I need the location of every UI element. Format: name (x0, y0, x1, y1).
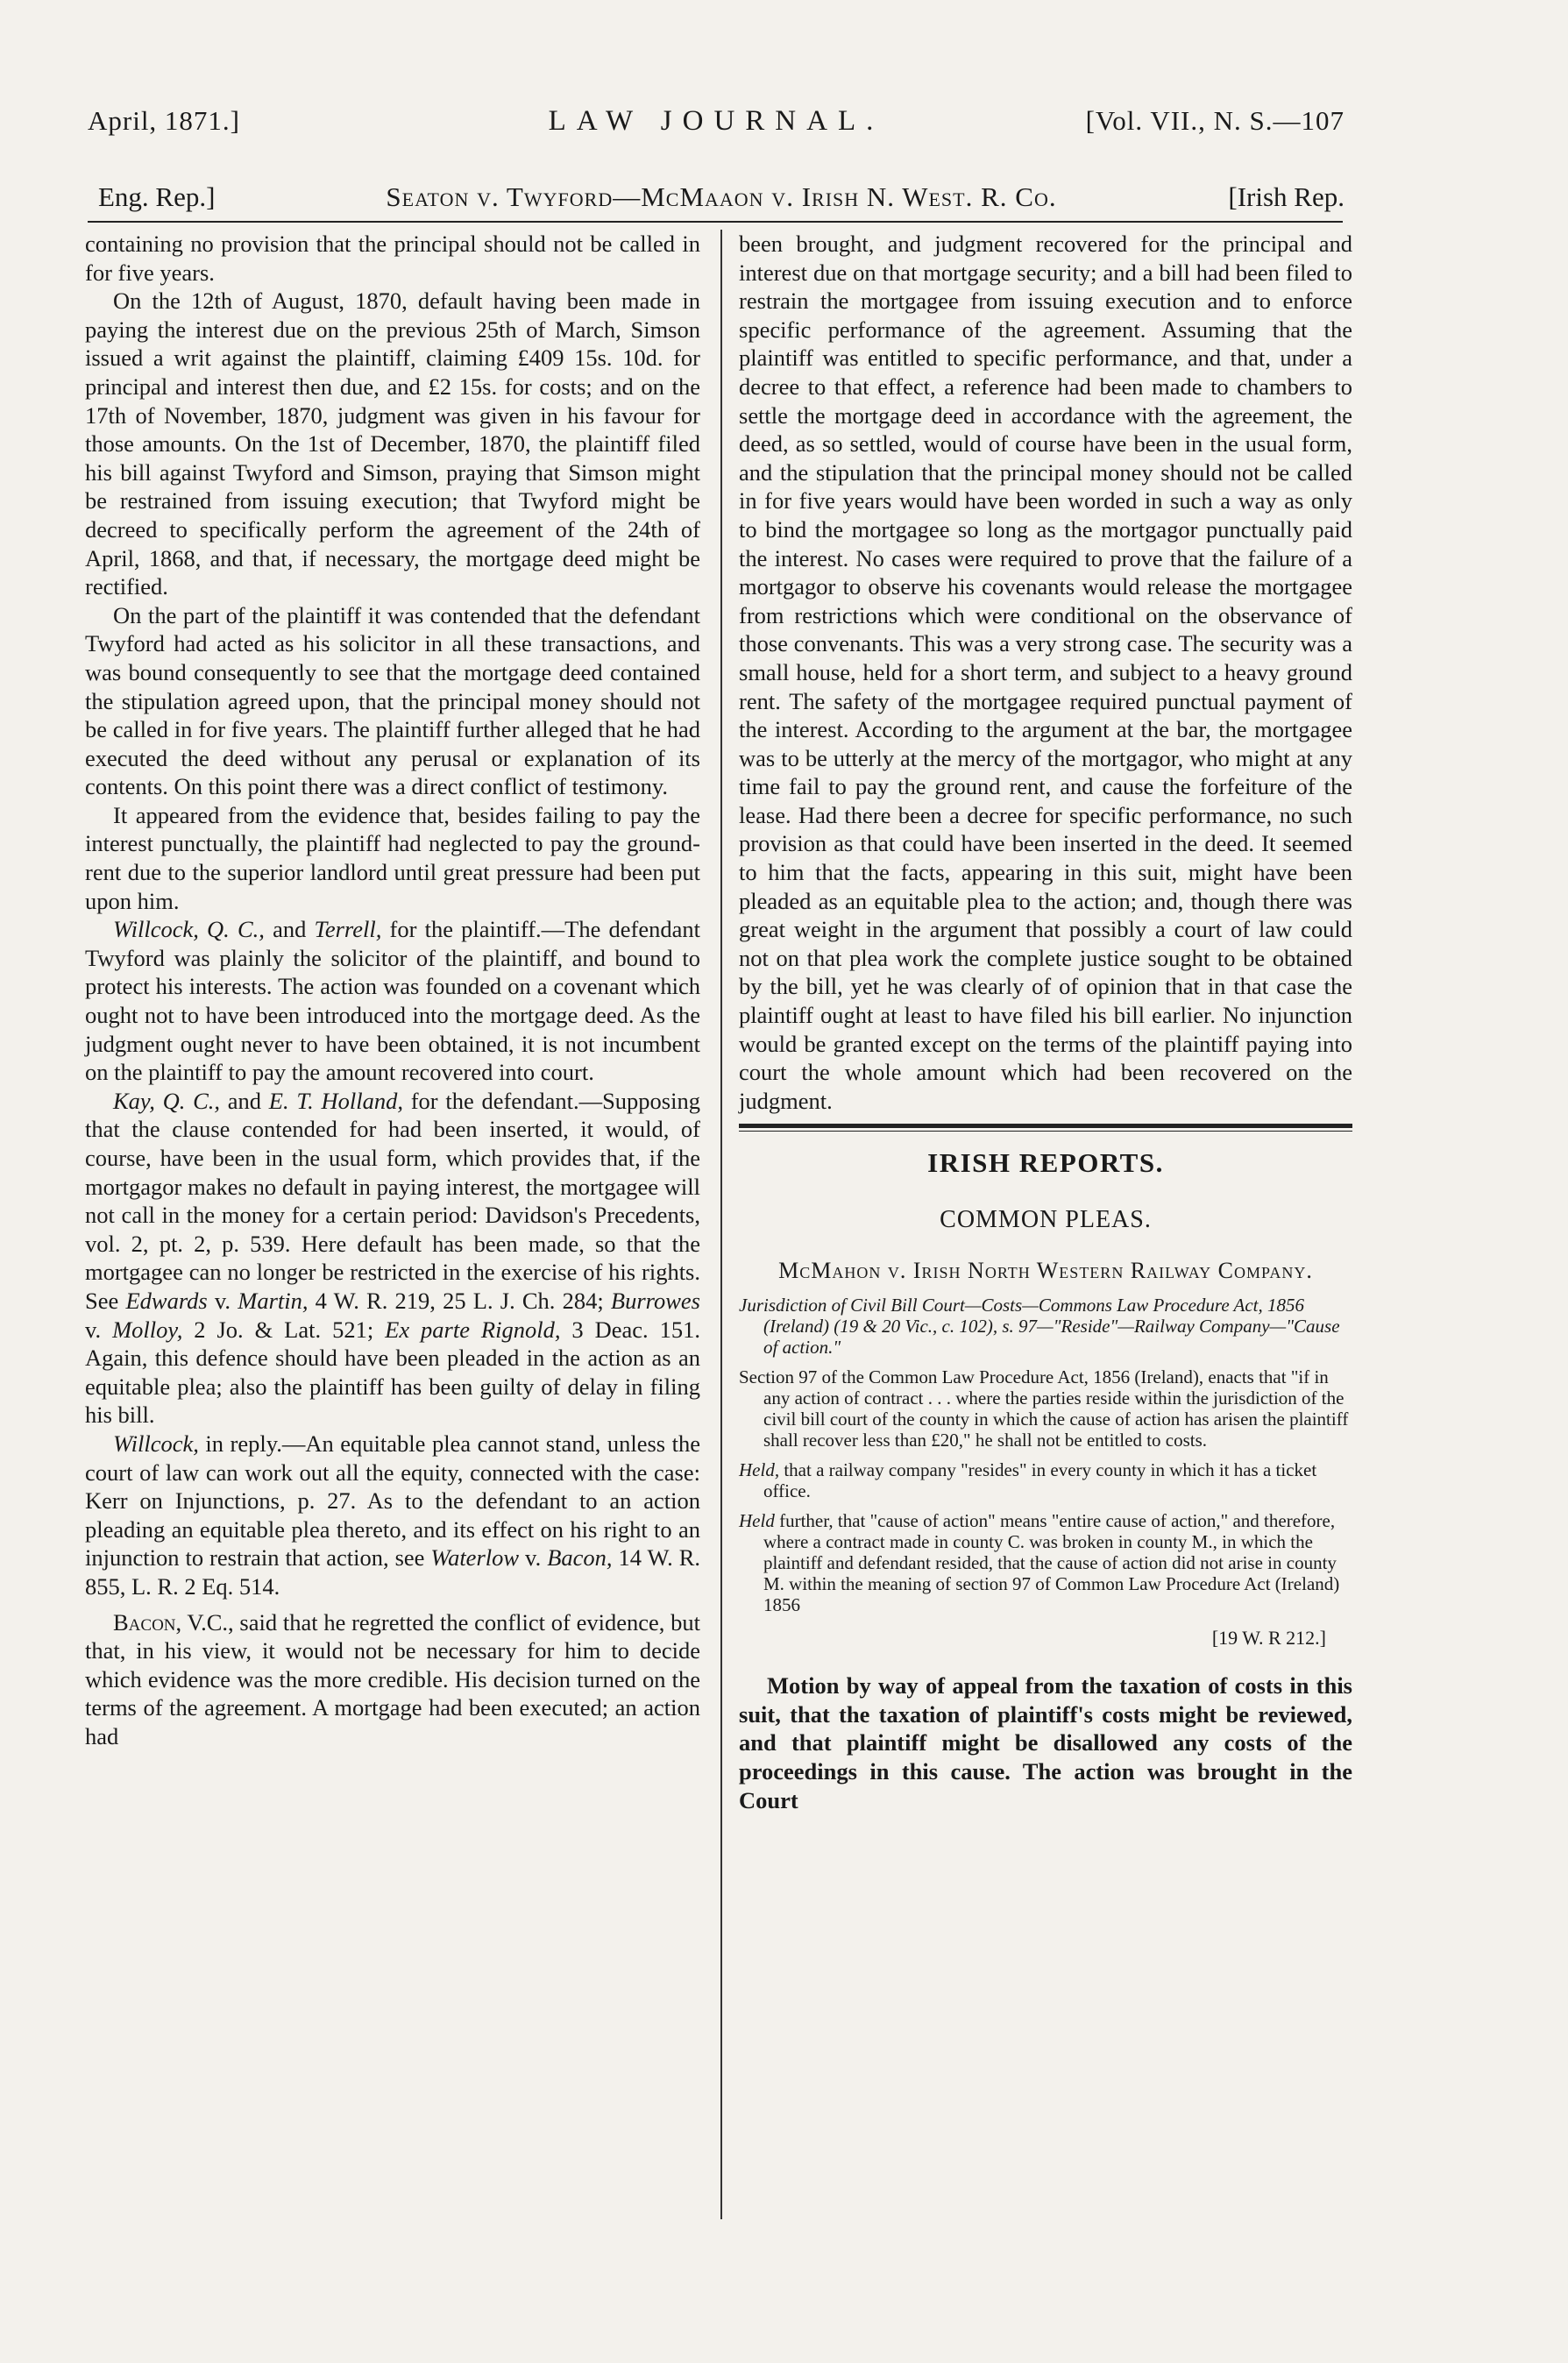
case-title: McMahon v. Irish North Western Railway Company. (778, 1257, 1313, 1283)
case-name: Molloy, (112, 1316, 183, 1343)
judge-name: Bacon, V.C., (113, 1608, 234, 1636)
headnote-keywords (739, 1295, 1352, 1358)
text: Held, (739, 1458, 780, 1480)
text: v. (207, 1287, 238, 1314)
case-name: Edwards (125, 1287, 208, 1314)
text: v. (519, 1544, 548, 1572)
subheader-left: Eng. Rep.] (98, 181, 216, 212)
headnote: Section 97 of the Common Law Procedure Act, 1856 (Ireland), enacts that "if in any action of contract . . . where the parties reside within the jurisdiction of the civil bill court of the county in which the cause of action has arisen the plaintiff shall recover less than £20," he shall not be entitled to costs. (739, 1366, 1349, 1451)
text: v. (85, 1316, 113, 1343)
counsel-name: Willcock, (113, 1430, 199, 1457)
text: said that he regretted the conflict of evidence, but that, in his view, it would not be necessary for him to decide which evidence was the more credible. His decision turned on the terms of the agreement. A mortgage had been executed; an action had (85, 1608, 700, 1749)
text: 2 Jo. & Lat. 521; (182, 1316, 386, 1343)
right-column (739, 230, 1352, 1814)
text: in reply.—An equitable plea cannot stand, unless the court of law can work out all the equity, connected with the case: Kerr on Injunctions, p. 27. As to the defendant to an action pleading an equitable plea thereto, and its effect on his right to an injunction to restrain that action, see (85, 1430, 700, 1572)
header-date: April, 1871.] (88, 105, 241, 136)
report-citation: [19 W. R 212.] (1211, 1626, 1326, 1649)
counsel-name: E. T. Holland, (268, 1087, 403, 1114)
court-heading: COMMON PLEAS. (940, 1206, 1152, 1233)
paragraph: On the 12th of August, 1870, default having been made in paying the interest due on the previous 25th of March, Simson issued a writ against the plaintiff, claiming £409 15s. 10d. for principal and interest then due, and £2 15s. for costs; and on the 17th of November, 1870, judgment was given in his favour for those amounts. On the 1st of December, 1870, the plaintiff filed his bill against Twyford and Simson, praying that Simson might be restrained from issuing execution; that Twyford might be decreed to specifically perform the agreement of the 24th of April, 1868, and that, if necessary, the mortgage deed might be rectified. (85, 287, 700, 600)
paragraph: On the part of the plaintiff it was contended that the defendant Twyford had acted as his solicitor in all these transactions, and was bound consequently to see that the mortgage deed contained the stipulation agreed upon, that the principal money should not be called in for five years. The plaintiff further alleged that he had executed the deed without any perusal or explanation of its contents. On this point there was a direct conflict of testimony. (85, 601, 700, 800)
text: for the defendant.—Supposing that the clause contended for had been inserted, it would, of course, have been in the usual form, which provides that, if the mortgagor makes no default in paying interest, the mortgagee will not call in the money for a certain period: Davidson's Precedents, vol. 2, pt. 2, p. 539. Here default has been made, so that the mortgagee can no longer be restricted in the exercise of his rights. See (85, 1087, 700, 1314)
section-rule (739, 1124, 1352, 1132)
case-name: Burrowes (610, 1287, 700, 1314)
paragraph: Motion by way of appeal from the taxation of costs in this suit, that the taxation of plaintiff's costs might be reviewed, and that plaintiff might be disallowed any costs of the proceedings in this cause. The action was brought in the Court (739, 1672, 1352, 1813)
text: 4 W. R. 219, 25 L. J. Ch. 284; (308, 1287, 611, 1314)
header-volume: [Vol. VII., N. S.—107 (1085, 105, 1345, 136)
paragraph (85, 1087, 700, 1430)
subheader-right: [Irish Rep. (1228, 181, 1345, 212)
headnote (739, 1510, 1352, 1615)
paragraph (85, 1608, 700, 1751)
text: that a railway company "resides" in every county in which it has a ticket office. (763, 1458, 1317, 1501)
case-name: Waterlow (430, 1544, 520, 1572)
case-name: Ex parte Rignold, (385, 1316, 561, 1343)
paragraph (85, 1430, 700, 1601)
text: for the plaintiff.—The defendant Twyford was plainly the solicitor of the plaintiff, and bound to protect his interests. The action was founded on a covenant which ought not to have been introduced into the mortgage deed. As the judgment ought never to have been obtained, it is not incumbent on the plaintiff to pay the amount recovered into court. (85, 916, 700, 1086)
text: 14 W. R. 855, L. R. 2 Eq. 514. (85, 1544, 701, 1600)
case-name: Martin, (238, 1287, 309, 1314)
column-divider (720, 230, 722, 2219)
text: further, that "cause of action" means "entire cause of action," and therefore, where a contract made in county C. was broken in county M., in which the plaintiff and defendant resided, that the cause of action did not arise in county M. within the meaning of section 97 of Common Law Procedure Act (Ireland) 1856 (763, 1509, 1340, 1615)
header-rule (88, 221, 1343, 223)
subheader-center: Seaton v. Twyford—McMaaon v. Irish N. West. R. Co. (386, 181, 1057, 212)
counsel-name: Terrell, (314, 916, 382, 943)
text: and (220, 1087, 269, 1114)
paragraph: been brought, and judgment recovered for the principal and interest due on that mortgage security; and a bill had been filed to restrain the mortgagee from issuing execution and to enforce specific performance of the agreement. Assuming that the plaintiff was entitled to specific performance, and that, under a decree to that effect, a reference had been made to chambers to settle the mortgage deed in accordance with the agreement, the deed, as so settled, would of course have been in the usual form, and the stipulation that the principal money should not be called in for five years would have been worded in such a way as only to bind the mortgagee so long as the mortgagor punctually paid the interest. No cases were required to prove that the failure of a mortgagor to observe his covenants would release the mortgagee from restrictions which were conditional on the observance of those convenants. This was a very strong case. The security was a small house, held for a short term, and subject to a heavy ground rent. The safety of the mortgagee required punctual payment of the interest. According to the argument at the bar, the mortgagee was to be utterly at the mercy of the mortgagor, who might at any time fail to pay the ground rent, and cause the forfeiture of the lease. Had there been a decree for specific performance, no such provision as that could have been inserted in the deed. It seemed to him that the facts, appearing in this suit, might have been pleaded as an equitable plea to the action; and, though there was great weight in the argument that possibly a court of law could not on that plea work the complete justice sought to be obtained by the bill, yet he was clearly of of opinion that in that case the plaintiff ought at least to have filed his bill earlier. No injunction would be granted except on the terms of the plaintiff paying into court the whole amount which had been recovered on the judgment. (739, 231, 1352, 1114)
counsel-name: Kay, Q. C., (113, 1087, 221, 1114)
counsel-name: Willcock, Q. C., (113, 916, 265, 943)
paragraph: containing no provision that the principal should not be called in for five years. (85, 231, 700, 286)
text: Jurisdiction of Civil Bill Court—Costs—Commons Law Procedure Act, 1856 (Ireland) (19 & 20 Vic., c. 102), s. 97—"Reside"—Railway Company—"Cause of action." (739, 1294, 1340, 1358)
paragraph: It appeared from the evidence that, besides failing to pay the interest punctually, the plaintiff had neglected to pay the ground-rent due to the superior landlord until great pressure had been put upon him. (85, 801, 700, 914)
case-name: Bacon, (547, 1544, 613, 1572)
headnote (739, 1459, 1352, 1501)
journal-title: LAW JOURNAL. (548, 105, 884, 137)
text: Held (739, 1509, 775, 1531)
left-column (85, 230, 700, 1750)
text: 3 Deac. 151. Again, this defence should have been pleaded in the action as an equitable plea; also the plaintiff has been guilty of delay in filing his bill. (85, 1316, 700, 1429)
paragraph (85, 915, 700, 1087)
text: and (264, 916, 315, 943)
section-title: IRISH REPORTS. (927, 1147, 1164, 1179)
